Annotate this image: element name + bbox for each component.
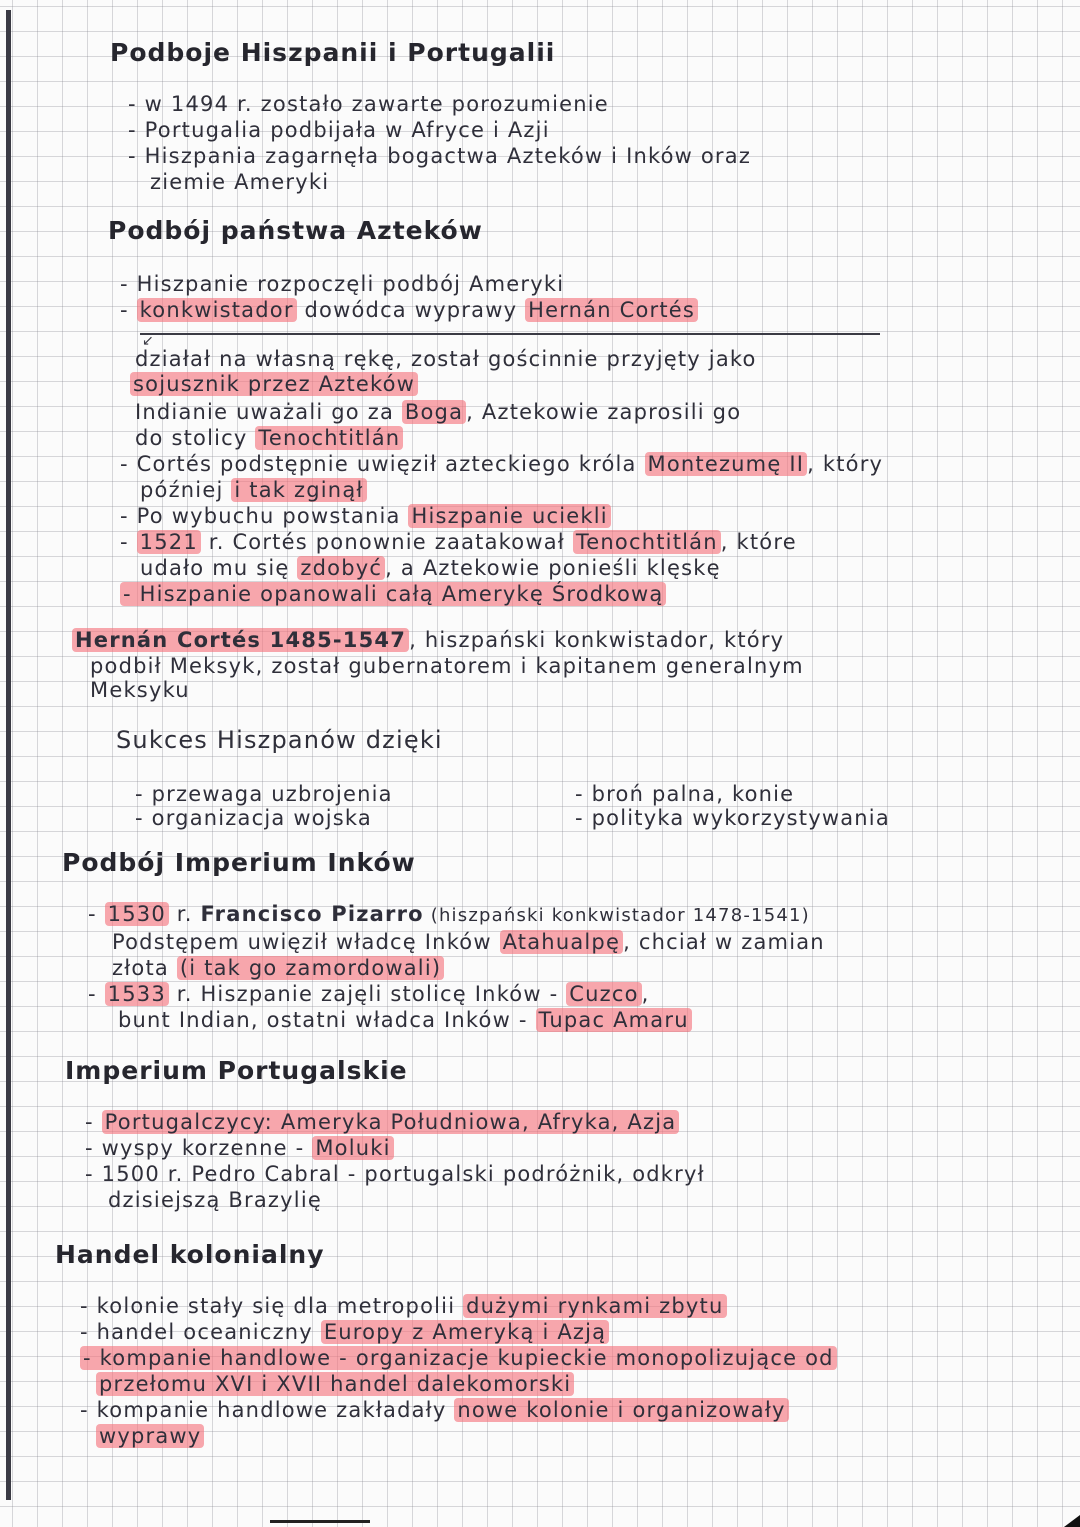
- highlight: Boga: [402, 400, 466, 424]
- text: później: [140, 478, 232, 502]
- arrow-down-icon: ↙: [142, 333, 154, 349]
- note-line: [120, 530, 797, 554]
- page-corner: [1064, 1515, 1080, 1527]
- text: , chciał w zamian: [623, 930, 825, 954]
- highlight: (i tak go zamordowali): [177, 956, 444, 980]
- note-line: [85, 1110, 679, 1134]
- note-line: - w 1494 r. zostało zawarte porozumienie: [128, 92, 609, 116]
- text: dowódca wyprawy: [296, 298, 526, 322]
- text: udało mu się: [140, 556, 298, 580]
- section-title-colonial-trade: Handel kolonialny: [55, 1240, 325, 1269]
- note-line: [85, 1136, 394, 1160]
- text: -: [88, 902, 105, 926]
- highlight: Hiszpanie uciekli: [408, 504, 610, 528]
- note-line: [120, 504, 611, 528]
- note-line: - przewaga uzbrojenia: [135, 782, 393, 806]
- note-line: [80, 1294, 727, 1318]
- text: złota: [112, 956, 177, 980]
- text: r. Hiszpanie zajęli stolicę Inków -: [168, 982, 567, 1006]
- page-edge-mark: [270, 1520, 370, 1523]
- dash: -: [120, 298, 137, 322]
- section-title-portuguese-empire: Imperium Portugalskie: [65, 1056, 408, 1085]
- note-line: - Portugalia podbijała w Afryce i Azji: [128, 118, 550, 142]
- highlight: dużymi rynkami zbytu: [463, 1294, 726, 1318]
- text: , a Aztekowie ponieśli klęskę: [385, 556, 721, 580]
- note-line: [118, 1008, 692, 1032]
- text: bunt Indian, ostatni władca Inków -: [118, 1008, 536, 1032]
- note-line: - polityka wykorzystywania: [575, 806, 890, 830]
- section-title-incas: Podbój Imperium Inków: [62, 848, 416, 877]
- text: - wyspy korzenne -: [85, 1136, 313, 1160]
- highlight: Moluki: [312, 1136, 393, 1160]
- subheading-success: Sukces Hiszpanów dzięki: [116, 726, 443, 754]
- text: r.: [168, 902, 201, 926]
- text: Indianie uważali go za: [135, 400, 402, 424]
- note-line: [80, 1320, 609, 1344]
- text: - Po wybuchu powstania: [120, 504, 409, 528]
- highlight: sojusznik przez Azteków: [130, 372, 418, 396]
- highlight: wyprawy: [96, 1424, 204, 1448]
- note-line: [72, 628, 784, 652]
- highlight: Hernán Cortés: [525, 298, 698, 322]
- note-line: - 1500 r. Pedro Cabral - portugalski podróżnik, odkrył: [85, 1162, 705, 1186]
- highlight: Cuzco: [566, 982, 641, 1006]
- text: , hiszpański konkwistador, który: [409, 628, 785, 652]
- highlight: konkwistador: [137, 298, 297, 322]
- highlight: Hernán Cortés 1485-1547: [72, 628, 409, 652]
- highlight: 1521: [137, 530, 201, 554]
- text: ,: [641, 982, 650, 1006]
- note-line: podbił Meksyk, został gubernatorem i kapitanem generalnym: [90, 654, 804, 678]
- note-line: Meksyku: [90, 678, 190, 702]
- note-line: - broń palna, konie: [575, 782, 795, 806]
- page-margin-edge: [6, 10, 11, 1500]
- note-line: [96, 1424, 204, 1448]
- highlight: przełomu XVI i XVII handel dalekomorski: [96, 1372, 574, 1396]
- note-line: [120, 452, 883, 476]
- note-line: [80, 1398, 789, 1422]
- highlight: - kompanie handlowe - organizacje kupieckie monopolizujące od: [80, 1346, 837, 1370]
- note-line: [88, 902, 810, 926]
- text: Francisco Pizarro: [200, 902, 424, 926]
- note-line: - Hiszpanie rozpoczęli podbój Ameryki: [120, 272, 565, 296]
- text: -: [88, 982, 105, 1006]
- note-line: [120, 298, 698, 322]
- note-line: dzisiejszą Brazylię: [108, 1188, 322, 1212]
- highlight: Tupac Amaru: [536, 1008, 692, 1032]
- highlight: zdobyć: [297, 556, 385, 580]
- section-title-aztecs: Podbój państwa Azteków: [108, 216, 483, 245]
- highlight: Tenochtitlán: [573, 530, 721, 554]
- highlight: i tak zginął: [231, 478, 366, 502]
- note-line: [96, 1372, 574, 1396]
- note-line: [120, 582, 666, 606]
- text: - Cortés podstępnie uwięził azteckiego króla: [120, 452, 645, 476]
- note-line: - organizacja wojska: [135, 806, 372, 830]
- highlight: 1530: [105, 902, 169, 926]
- note-line: [80, 1346, 837, 1370]
- note-line: [140, 478, 367, 502]
- note-line: [112, 956, 444, 980]
- highlight: Montezumę II: [645, 452, 808, 476]
- text: - kolonie stały się dla metropolii: [80, 1294, 464, 1318]
- text: , który: [807, 452, 884, 476]
- highlight: - Hiszpanie opanowali całą Amerykę Środkową: [120, 582, 666, 606]
- text: r. Cortés ponownie zaatakował: [200, 530, 573, 554]
- note-line: [135, 426, 403, 450]
- text: , które: [720, 530, 797, 554]
- section-title-conquests: Podboje Hiszpanii i Portugalii: [110, 38, 556, 67]
- note-line: [112, 930, 825, 954]
- note-line: [88, 982, 650, 1006]
- text: , Aztekowie zaprosili go: [466, 400, 742, 424]
- note-line: - Hiszpania zagarnęła bogactwa Azteków i Inków oraz: [128, 144, 752, 168]
- highlight: Portugalczycy: Ameryka Południowa, Afryka, Azja: [102, 1110, 680, 1134]
- note-line: działał na własną rękę, został gościnnie przyjęty jako: [135, 347, 757, 371]
- highlight: Europy z Ameryką i Azją: [321, 1320, 609, 1344]
- highlight: nowe kolonie i organizowały: [454, 1398, 788, 1422]
- note-line: [135, 400, 741, 424]
- note-line: ziemie Ameryki: [150, 170, 330, 194]
- highlight: Atahualpę: [500, 930, 623, 954]
- highlight: 1533: [105, 982, 169, 1006]
- text: (hiszpański konkwistador 1478-1541): [423, 905, 810, 926]
- note-line: [140, 556, 721, 580]
- text: - kompanie handlowe zakładały: [80, 1398, 455, 1422]
- text: Podstępem uwięził władcę Inków: [112, 930, 500, 954]
- arrow-line: [140, 333, 880, 345]
- text: do stolicy: [135, 426, 256, 450]
- text: -: [85, 1110, 102, 1134]
- text: -: [120, 530, 137, 554]
- highlight: Tenochtitlán: [255, 426, 403, 450]
- note-line: [130, 372, 418, 396]
- text: - handel oceaniczny: [80, 1320, 321, 1344]
